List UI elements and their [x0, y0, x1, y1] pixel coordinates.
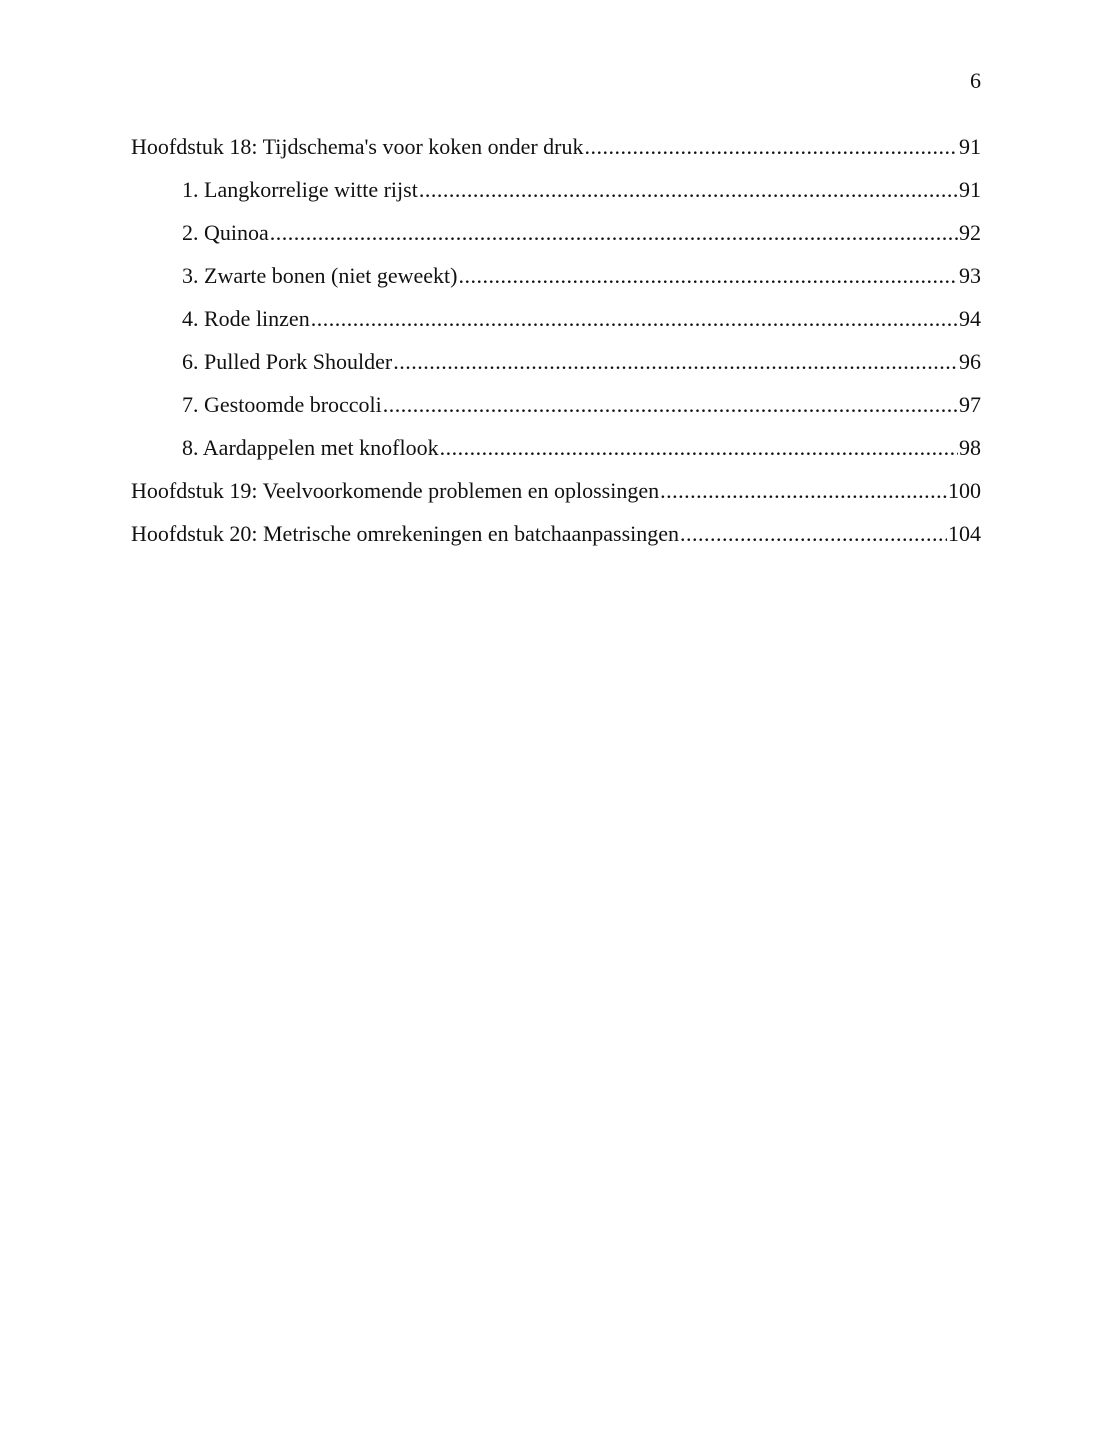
- dot-leader: [393, 344, 958, 380]
- toc-entry-aardappelen-met-knoflook[interactable]: [131, 430, 981, 473]
- dot-leader: [419, 172, 958, 208]
- toc-entry-page: 93: [959, 263, 981, 288]
- toc-entry-title: 7. Gestoomde broccoli: [182, 392, 382, 417]
- dot-leader: [270, 215, 958, 251]
- toc-entry-langkorrelige-witte-rijst[interactable]: [131, 172, 981, 215]
- dot-leader: [660, 473, 947, 509]
- table-of-contents: [131, 129, 981, 559]
- toc-entry-page: 100: [948, 478, 981, 503]
- toc-entry-title: Hoofdstuk 19: Veelvoorkomende problemen en oplossingen: [131, 478, 660, 503]
- toc-entry-title: 2. Quinoa: [182, 220, 269, 245]
- toc-entry-page: 96: [959, 349, 981, 374]
- toc-entry-page: 98: [959, 435, 981, 460]
- toc-entry-page: 91: [959, 177, 981, 202]
- toc-entry-title: 8. Aardappelen met knoflook: [182, 435, 439, 460]
- dot-leader: [459, 258, 959, 294]
- toc-entry-title: Hoofdstuk 20: Metrische omrekeningen en batchaanpassingen: [131, 521, 680, 546]
- toc-entry-page: 91: [959, 134, 981, 159]
- toc-entry-title: 4. Rode linzen: [182, 306, 310, 331]
- toc-entry-title: 3. Zwarte bonen (niet geweekt): [182, 263, 458, 288]
- page-number: 6: [970, 68, 981, 93]
- toc-entry-zwarte-bonen[interactable]: [131, 258, 981, 301]
- toc-entry-page: 94: [959, 306, 981, 331]
- toc-entry-page: 97: [959, 392, 981, 417]
- toc-entry-page: 104: [948, 521, 981, 546]
- toc-entry-gestoomde-broccoli[interactable]: [131, 387, 981, 430]
- dot-leader: [585, 129, 959, 165]
- toc-entry-chapter-19[interactable]: [131, 473, 981, 516]
- toc-entry-quinoa[interactable]: [131, 215, 981, 258]
- toc-entry-title: 1. Langkorrelige witte rijst: [182, 177, 418, 202]
- toc-entry-title: Hoofdstuk 18: Tijdschema's voor koken onder druk: [131, 134, 584, 159]
- dot-leader: [311, 301, 958, 337]
- toc-entry-rode-linzen[interactable]: [131, 301, 981, 344]
- toc-entry-title: 6. Pulled Pork Shoulder: [182, 349, 393, 374]
- toc-entry-chapter-18[interactable]: [131, 129, 981, 172]
- toc-entry-pulled-pork-shoulder[interactable]: [131, 344, 981, 387]
- dot-leader: [440, 430, 958, 466]
- dot-leader: [383, 387, 958, 423]
- dot-leader: [680, 516, 947, 552]
- toc-entry-page: 92: [959, 220, 981, 245]
- toc-entry-chapter-20[interactable]: [131, 516, 981, 559]
